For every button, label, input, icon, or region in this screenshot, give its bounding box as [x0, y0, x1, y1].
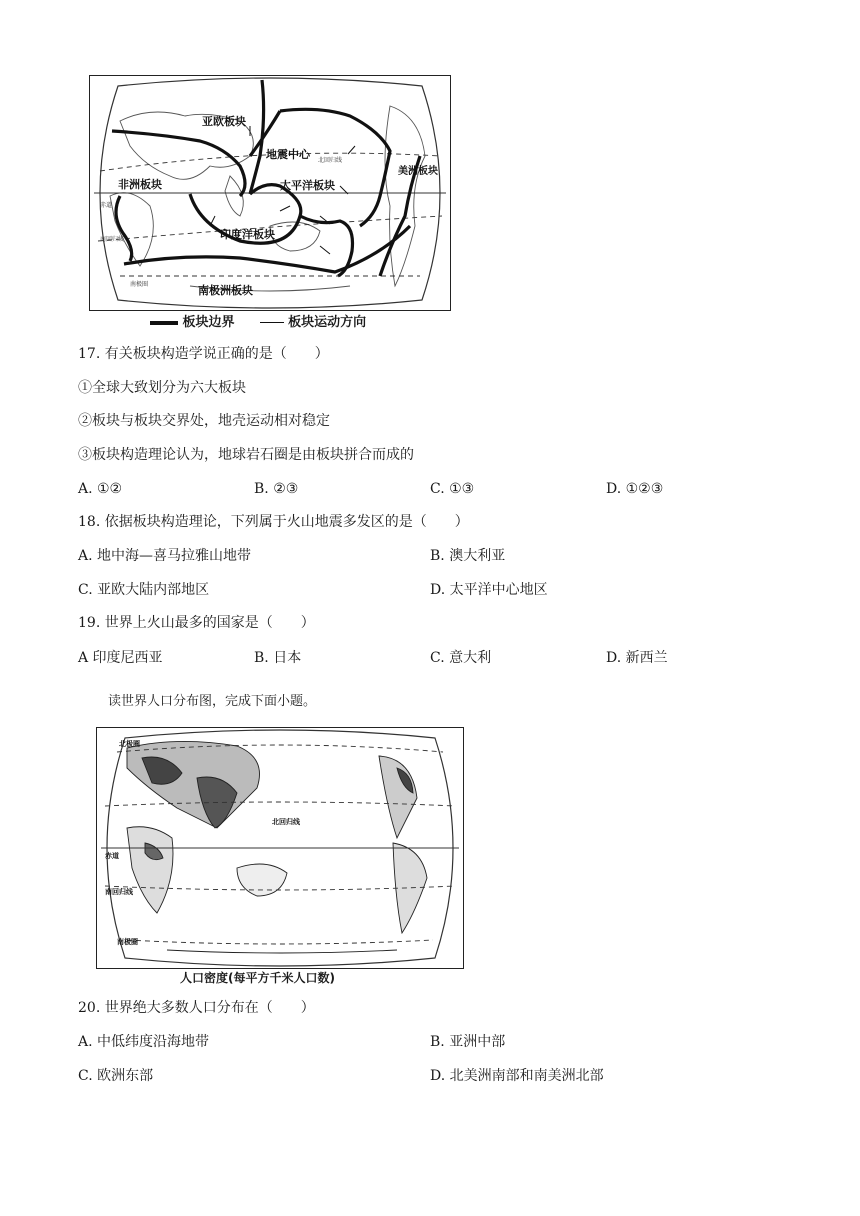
q20-option-c[interactable]: C. 欧洲东部	[78, 1068, 154, 1084]
legend-boundary-swatch	[150, 321, 178, 325]
label-tropic-cancer-2: 北回归线	[272, 818, 300, 826]
q17-option-c[interactable]: C. ①③	[430, 481, 475, 497]
q20-option-d[interactable]: D. 北美洲南部和南美洲北部	[430, 1068, 604, 1084]
intro-population-map: 读世界人口分布图，完成下面小题。	[108, 694, 317, 709]
population-map-svg	[97, 728, 463, 968]
label-tropic-capricorn-2: 南回归线	[105, 888, 133, 896]
label-equator-2: 赤道	[105, 852, 119, 860]
label-antarctic-circle-2: 南极圈	[117, 938, 138, 946]
q18-stem: 18. 依据板块构造理论，下列属于火山地震多发区的是（ ）	[78, 514, 469, 530]
q17-statement-1: ①全球大致划分为六大板块	[78, 380, 246, 396]
population-map-caption: 人口密度(每平方千米人口数)	[180, 971, 335, 985]
label-tropic-cancer: 北回归线	[318, 157, 343, 164]
q17-statement-2: ②板块与板块交界处，地壳运动相对稳定	[78, 413, 330, 429]
q17-statement-3: ③板块构造理论认为，地球岩石圈是由板块拼合而成的	[78, 447, 414, 463]
q18-option-d[interactable]: D. 太平洋中心地区	[430, 582, 548, 598]
q18-option-c[interactable]: C. 亚欧大陆内部地区	[78, 582, 210, 598]
q19-stem: 19. 世界上火山最多的国家是（ ）	[78, 615, 315, 631]
q17-option-d[interactable]: D. ①②③	[606, 481, 664, 497]
label-american-plate: 美洲板块	[398, 166, 438, 177]
q18-option-a[interactable]: A. 地中海—喜马拉雅山地带	[78, 548, 252, 564]
q20-option-b[interactable]: B. 亚洲中部	[430, 1034, 506, 1050]
q17-option-a[interactable]: A. ①②	[78, 481, 123, 497]
q19-option-d[interactable]: D. 新西兰	[606, 650, 668, 666]
legend-boundary-label: 板块边界	[182, 315, 235, 330]
q19-option-b[interactable]: B. 日本	[254, 650, 302, 666]
q20-stem: 20. 世界绝大多数人口分布在（ ）	[78, 1000, 315, 1016]
label-quake-center: 地震中心	[266, 148, 310, 161]
label-eurasian-plate: 亚欧板块	[202, 115, 246, 128]
label-indian-ocean-plate: 印度洋板块	[220, 228, 275, 241]
plate-map	[89, 75, 451, 311]
q19-option-a[interactable]: A 印度尼西亚	[78, 650, 163, 666]
population-map	[96, 727, 464, 969]
label-antarctic-plate: 南极洲板块	[198, 284, 253, 297]
label-equator: 赤道	[100, 202, 113, 209]
plate-map-legend	[150, 311, 366, 330]
label-antarctic-circle: 南极圈	[130, 281, 149, 288]
label-tropic-capricorn: 南回归线	[100, 236, 125, 243]
label-arctic-circle-2: 北极圈	[119, 740, 140, 748]
label-african-plate: 非洲板块	[118, 178, 162, 191]
q17-stem: 17. 有关板块构造学说正确的是（ ）	[78, 346, 329, 362]
legend-direction-swatch	[260, 322, 284, 323]
q19-option-c[interactable]: C. 意大利	[430, 650, 492, 666]
q18-option-b[interactable]: B. 澳大利亚	[430, 548, 506, 564]
label-pacific-plate: 太平洋板块	[280, 179, 335, 192]
q17-option-b[interactable]: B. ②③	[254, 481, 299, 497]
plate-map-svg	[90, 76, 450, 310]
q20-option-a[interactable]: A. 中低纬度沿海地带	[78, 1034, 210, 1050]
legend-direction-label: 板块运动方向	[288, 315, 367, 330]
